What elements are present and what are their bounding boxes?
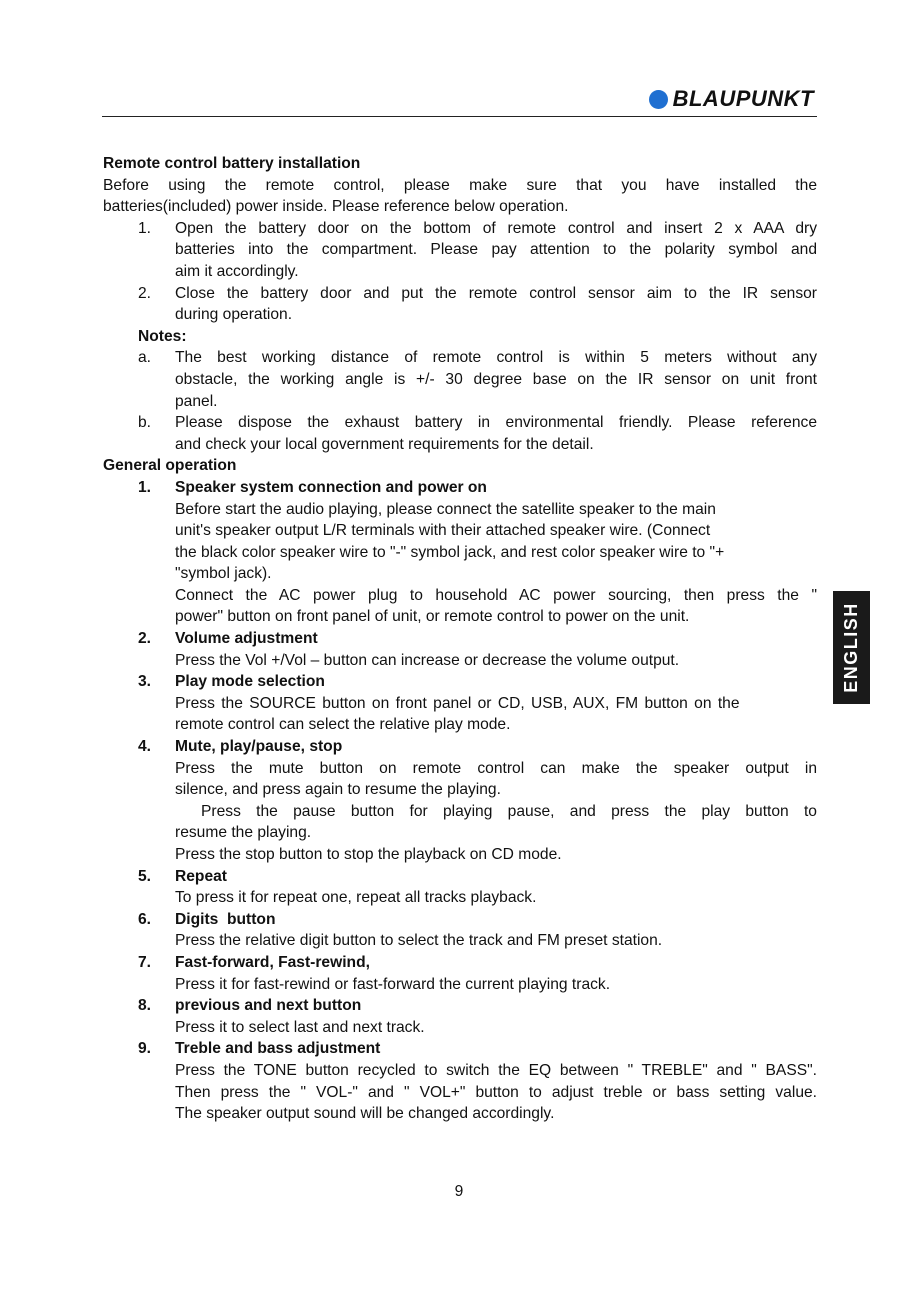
item-title: Digits button — [175, 910, 276, 928]
item-number: 8. — [138, 997, 152, 1015]
item-number: 4. — [138, 738, 152, 756]
note-item — [103, 347, 817, 412]
item-number: 1. — [138, 478, 152, 496]
general-item — [103, 909, 817, 952]
item-line: "symbol jack). — [175, 565, 272, 583]
item-line: Then press the " VOL-" and " VOL+" button to adjust treble or bass setting value. — [175, 1083, 817, 1101]
item-title: Volume adjustment — [175, 630, 318, 648]
general-item — [103, 866, 817, 909]
header-divider — [102, 116, 817, 117]
general-item — [103, 736, 817, 866]
item-title: Speaker system connection and power on — [175, 478, 487, 496]
item-number: 2. — [138, 630, 152, 648]
page-content — [103, 153, 817, 1125]
item-line: The speaker output sound will be changed accordingly. — [175, 1105, 555, 1123]
item-line: Press the Vol +/Vol – button can increase or decrease the volume output. — [175, 651, 680, 669]
item-title: previous and next button — [175, 997, 362, 1015]
general-item — [103, 1038, 817, 1124]
step-number: 2. — [138, 284, 152, 302]
battery-step — [103, 218, 817, 283]
general-heading: General operation — [103, 457, 237, 475]
note-line: Please dispose the exhaust battery in environmental friendly. Please reference — [175, 414, 817, 432]
notes-heading: Notes: — [138, 327, 187, 345]
item-line: silence, and press again to resume the playing. — [175, 781, 501, 799]
step-line: Close the battery door and put the remote control sensor aim to the IR sensor — [175, 284, 817, 302]
brand-logo — [649, 86, 814, 112]
step-number: 1. — [138, 219, 152, 237]
step-line: batteries into the compartment. Please pay attention to the polarity symbol and — [175, 241, 817, 259]
item-line: Press the SOURCE button on front panel or CD, USB, AUX, FM button on the — [175, 694, 740, 712]
note-line: The best working distance of remote control is within 5 meters without any — [175, 349, 817, 367]
item-line: power" button on front panel of unit, or remote control to power on the unit. — [175, 608, 690, 626]
step-line: aim it accordingly. — [175, 262, 299, 280]
item-line: unit's speaker output L/R terminals with their attached speaker wire. (Connect — [175, 522, 711, 540]
item-title: Fast-forward, Fast-rewind, — [175, 953, 370, 971]
note-item — [103, 412, 817, 455]
note-letter: a. — [138, 349, 152, 367]
battery-intro-line: Before using the remote control, please make sure that you have installed the — [103, 176, 817, 194]
general-item — [103, 628, 817, 671]
item-number: 6. — [138, 910, 152, 928]
general-item — [103, 995, 817, 1038]
general-item — [103, 952, 817, 995]
brand-dot-icon — [649, 90, 668, 109]
step-line: Open the battery door on the bottom of remote control and insert 2 x AAA dry — [175, 219, 817, 237]
item-line: Press the relative digit button to select the track and FM preset station. — [175, 932, 663, 950]
item-line: the black color speaker wire to "-" symbol jack, and rest color speaker wire to "+ — [175, 543, 725, 561]
battery-step — [103, 283, 817, 326]
battery-heading: Remote control battery installation — [103, 155, 361, 172]
item-line: Press the stop button to stop the playback on CD mode. — [175, 846, 562, 863]
item-line: Press the mute button on remote control can make the speaker output in — [175, 759, 817, 777]
item-line: Before start the audio playing, please connect the satellite speaker to the main — [175, 500, 716, 518]
battery-intro-line: batteries(included) power inside. Please reference below operation. — [103, 198, 569, 216]
brand-name: BLAUPUNKT — [672, 86, 814, 111]
item-number: 7. — [138, 953, 152, 971]
item-line: To press it for repeat one, repeat all tracks playback. — [175, 889, 537, 907]
note-line: obstacle, the working angle is +/- 30 degree base on the IR sensor on unit front — [175, 370, 817, 388]
general-item — [103, 477, 817, 628]
item-title: Mute, play/pause, stop — [175, 738, 343, 756]
item-line: remote control can select the relative play mode. — [175, 716, 511, 734]
note-line: panel. — [175, 392, 218, 410]
language-tab — [833, 591, 870, 704]
item-line: resume the playing. — [175, 824, 312, 842]
step-line: during operation. — [175, 306, 293, 324]
item-line: Press it for fast-rewind or fast-forward the current playing track. — [175, 975, 611, 993]
item-line: Press the TONE button recycled to switch the EQ between " TREBLE" and " BASS". — [175, 1061, 817, 1079]
item-number: 3. — [138, 673, 152, 691]
item-line: Connect the AC power plug to household AC power sourcing, then press the " — [175, 586, 817, 604]
item-title: Treble and bass adjustment — [175, 1040, 381, 1058]
page-number: 9 — [454, 1183, 464, 1200]
item-title: Repeat — [175, 867, 227, 885]
language-tab-label: ENGLISH — [841, 602, 862, 693]
general-item — [103, 671, 817, 736]
item-line: Press it to select last and next track. — [175, 1018, 425, 1036]
item-number: 5. — [138, 867, 152, 885]
item-line: Press the pause button for playing pause, and press the play button to — [201, 802, 817, 820]
item-title: Play mode selection — [175, 673, 325, 691]
note-line: and check your local government requirements for the detail. — [175, 435, 594, 453]
note-letter: b. — [138, 414, 152, 432]
item-number: 9. — [138, 1040, 152, 1058]
